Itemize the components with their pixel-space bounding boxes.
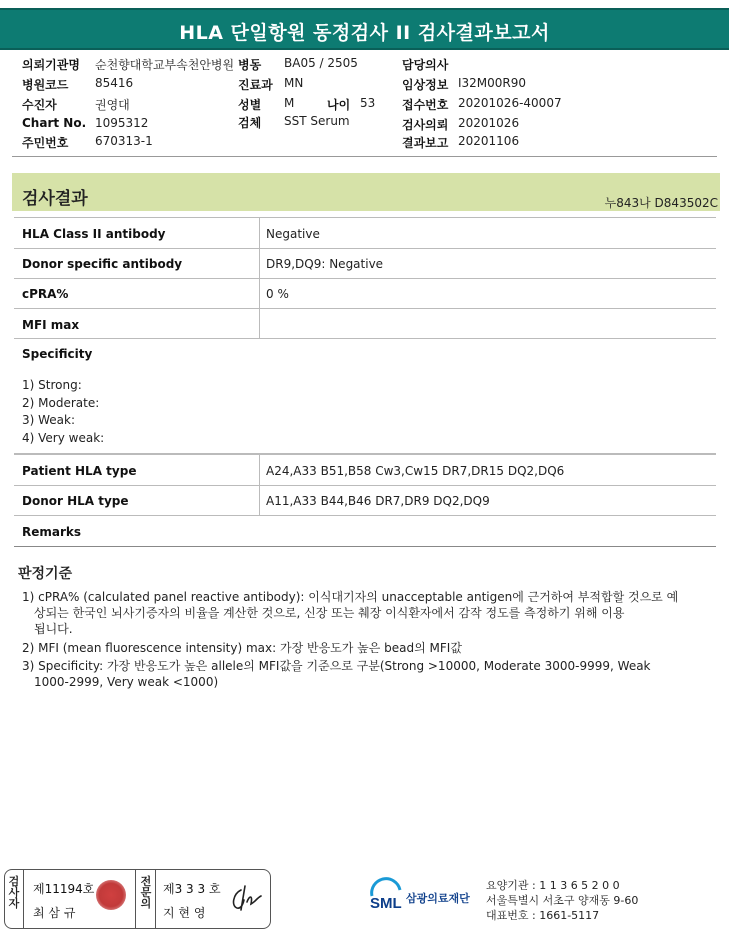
report-date-label: 결과보고: [402, 136, 449, 150]
request-label: 검사의뢰: [402, 118, 449, 132]
criteria-section: [18, 563, 718, 689]
sex-label: 성별: [238, 98, 262, 112]
doctor-label: 담당의사: [402, 58, 449, 72]
box-divider: [135, 870, 136, 928]
patient-info: [0, 52, 729, 152]
specialist-label: 전문의: [140, 875, 152, 910]
institution-value: 순천향대학교부속천안병원: [95, 58, 235, 72]
ward-label: 병동: [238, 58, 262, 72]
row-label: Donor specific antibody: [22, 257, 183, 271]
cell-divider: [259, 455, 260, 485]
remarks-label: Remarks: [22, 525, 82, 539]
sml-logo: [366, 874, 486, 922]
row-value: A11,A33 B44,B46 DR7,DR9 DQ2,DQ9: [266, 494, 490, 508]
age-label: 나이: [327, 98, 351, 112]
ward-value: BA05 / 2505: [284, 56, 358, 70]
dept-value: MN: [284, 76, 304, 90]
specimen-label: 검체: [238, 116, 262, 130]
clinical-value: I32M00R90: [458, 76, 527, 90]
specificity-label: Specificity: [22, 347, 93, 361]
patient-label: 수진자: [22, 98, 57, 112]
info-divider: [12, 156, 717, 157]
rrn-value: 670313-1: [95, 134, 153, 148]
request-value: 20201026: [458, 116, 520, 130]
signature-box: [4, 869, 271, 929]
row-label: Donor HLA type: [22, 494, 129, 508]
cell-divider: [259, 309, 260, 338]
specificity-item: 2) Moderate:: [22, 395, 100, 410]
hospital-code-label: 병원코드: [22, 78, 69, 92]
signature-icon: [227, 880, 267, 916]
result-band: [12, 173, 720, 211]
criteria-heading: 판정기준: [18, 566, 73, 582]
criteria-item: 1000-2999, Very weak <1000): [34, 675, 219, 689]
criteria-item: 2) MFI (mean fluorescence intensity) max: 가장 반응도가 높은 bead의 MFI값: [22, 641, 462, 655]
criteria-item: 됩니다.: [34, 622, 73, 636]
address-line: 요양기관 : 1 1 3 6 5 2 0 0: [486, 879, 620, 892]
result-heading: 검사결과: [22, 189, 88, 209]
table-row: [14, 217, 716, 249]
sml-logo-icon: [368, 876, 404, 912]
receipt-value: 20201026-40007: [458, 96, 562, 110]
row-label: Patient HLA type: [22, 464, 137, 478]
specimen-value: SST Serum: [284, 114, 350, 128]
cell-divider: [259, 249, 260, 278]
result-table: [14, 217, 716, 547]
sml-abbr: SML: [370, 895, 402, 912]
cell-divider: [259, 486, 260, 515]
cell-divider: [259, 218, 260, 248]
seal-stamp-icon: [96, 880, 126, 910]
row-label: MFI max: [22, 318, 80, 332]
institution-label: 의뢰기관명: [22, 58, 80, 72]
table-row: [14, 279, 716, 309]
org-name: 삼광의료재단: [406, 892, 470, 905]
report-title: HLA 단일항원 동정검사 II 검사결과보고서: [179, 22, 550, 44]
chart-label: Chart No.: [22, 116, 87, 130]
specificity-item: 3) Weak:: [22, 413, 76, 427]
dept-label: 진료과: [238, 78, 273, 92]
specialist-name: 지 현 영: [163, 906, 206, 920]
hospital-code-value: 85416: [95, 76, 134, 90]
address-line: 대표번호 : 1661-5117: [486, 909, 600, 922]
row-value: A24,A33 B51,B58 Cw3,Cw15 DR7,DR15 DQ2,DQ6: [266, 464, 565, 478]
row-value: Negative: [266, 227, 320, 241]
row-label: HLA Class II antibody: [22, 227, 166, 241]
table-row: [14, 454, 716, 486]
criteria-item: 1) cPRA% (calculated panel reactive antibody): 이식대기자의 unacceptable antigen에 근거하여 부적합할 것으로 예: [22, 590, 679, 604]
table-row: [14, 486, 716, 516]
org-address: [486, 878, 638, 923]
age-value: 53: [360, 96, 376, 110]
result-code: 누843나 D843502C: [604, 196, 718, 210]
table-row: [14, 309, 716, 339]
report-date-value: 20201106: [458, 134, 520, 148]
specificity-row: [14, 339, 716, 454]
row-value: DR9,DQ9: Negative: [266, 257, 384, 271]
sex-value: M: [284, 96, 295, 110]
clinical-label: 임상정보: [402, 78, 449, 92]
row-value: 0 %: [266, 287, 289, 301]
box-divider: [23, 870, 24, 928]
cell-divider: [259, 279, 260, 308]
address-line: 서울특별시 서초구 양재동 9-60: [486, 894, 639, 907]
examiner-label: 검사자: [8, 875, 20, 910]
row-label: cPRA%: [22, 287, 69, 301]
specificity-item: 1) Strong:: [22, 378, 82, 392]
remarks-row: [14, 516, 716, 547]
examiner-license: 제11194호: [33, 882, 95, 896]
specialist-license: 제3 3 3 호: [163, 882, 221, 896]
patient-value: 권영대: [95, 98, 130, 112]
specificity-item: 4) Very weak:: [22, 430, 105, 445]
examiner-name: 최 삼 규: [33, 906, 76, 920]
specificity-list: [22, 377, 104, 447]
table-row: [14, 249, 716, 279]
rrn-label: 주민번호: [22, 136, 69, 150]
receipt-label: 접수번호: [402, 98, 449, 112]
chart-value: 1095312: [95, 116, 149, 130]
criteria-item: 3) Specificity: 가장 반응도가 높은 allele의 MFI값을 기준으로 구분(Strong >10000, Moderate 3000-9999, Weak: [22, 659, 651, 673]
criteria-item: 상되는 한국인 뇌사기증자의 비율을 계산한 것으로, 신장 또는 췌장 이식환자에서 감작 정도를 측정하기 위해 이용: [34, 606, 625, 620]
box-divider: [155, 870, 156, 928]
report-header: [0, 8, 729, 50]
